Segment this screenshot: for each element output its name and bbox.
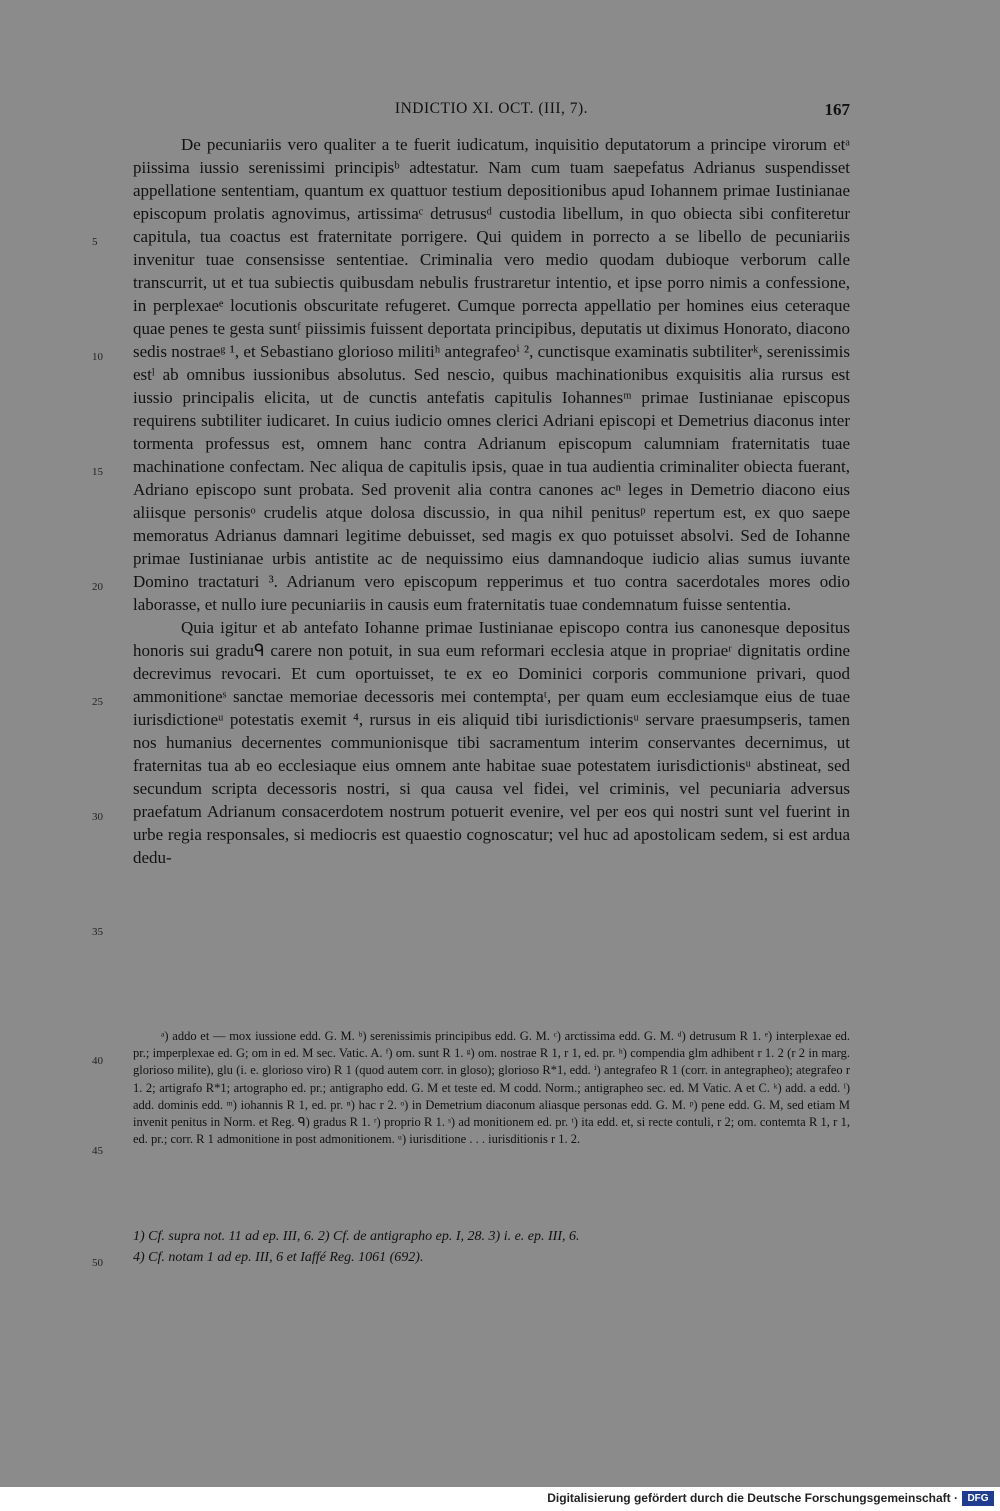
line-number: 15 [92,466,103,478]
footer-credit: Digitalisierung gefördert durch die Deutsche Forschungsgemeinschaft · [547,1491,958,1505]
dfg-logo: DFG [962,1491,994,1506]
line-number: 20 [92,581,103,593]
source-references [133,1226,850,1268]
critical-apparatus [133,1028,850,1148]
running-title: INDICTIO XI. OCT. (III, 7). [394,100,589,117]
page-header [133,100,850,124]
line-number: 30 [92,811,103,823]
page-number: 167 [824,100,850,119]
line-number: 10 [92,351,103,363]
apparatus-text: ᵃ) addo et — mox iussione edd. G. M. ᵇ) serenissimis principibus edd. G. M. ᶜ) arctissima edd. G. M. ᵈ) detrusum R 1. ᵉ) interplexae ed. pr.; imperplexae ed. G; om in ed. M sec. Vatic. A. ᶠ) om. sunt R 1. ᵍ) om. nostrae R 1, r 1, ed. pr. ʰ) compendia glm adhibent r 1. 2 (r 2 in marg. glorioso milite), glu (i. e. glorioso viro) R 1 (quod autem corr. in gloso); glorioso R*1, edd. ⁱ) antegrafeo R 1 (corr. in antegrapheo); ategrafeo r 1. 2; artigrafo R*1; artographo ed. pr.; antigrapho edd. G. M et teste ed. M codd. Norm.; antigrapheo sec. ed. M Vatic. A et C. ᵏ) add. a edd. ˡ) add. dominis edd. ᵐ) iohannis R 1, ed. pr. ⁿ) hac r 2. ᵒ) in Demetrium diaconum aliasque personas edd. G. M. ᵖ) pene edd. G. M, sed etiam M invenit penitus in Norm. et Reg. ᑫ) gradus R 1. ʳ) proprio R 1. ˢ) ad monitionem ed. pr. ᵗ) ita edd. et, si recte contuli, r 2; om. contemta R 1, r 1, ed. pr.; corr. R 1 admonitione in post admonitionem. ᵘ) iurisditione . . . iurisditionis r 1. 2. [133,1029,850,1147]
line-number: 35 [92,926,103,938]
digitization-footer [0,1487,1000,1511]
line-number: 50 [92,1257,103,1269]
line-number: 40 [92,1055,103,1067]
main-text [133,133,850,869]
paragraph: De pecuniariis vero qualiter a te fuerit iudicatum, inquisitio deputatorum a principe virorum etᵃ piissima iussio serenissimi principisᵇ adtestatur. Nam cum tuam saepefatus Adrianus suspendisset appellatione sententiam, quantum ex quattuor testium depositionibus apud Iohannem primae Iustinianae episcopum prolatis agnovimus, artissimaᶜ detrususᵈ custodia libellum, in quo obiecta sibi confiteretur capitula, tua coactus est fraternitate porrigere. Qui quidem in porrecto a se libello de pecuniariis invenitur tuae consensisse sententiae. Criminalia vero medio quodam dubioque verborum calle transcurrit, ut et tua subiectis quibusdam nebulis frustraretur intentio, et ipse porro nimis a confessione, in perplexaeᵉ locutionis obscuritate refugeret. Cumque porrecta appellatio per homines eius ceteraque quae penes te gesta suntᶠ piissimis fuissent deportata principibus, deputatis ut diximus Honorato, diacono sedis nostraeᵍ ¹, et Sebastiano glorioso militiʰ antegrafeoⁱ ², cunctisque examinatis subtiliterᵏ, serenissimis estˡ ab omnibus iussionibus absolutus. Sed nescio, quibus machinationibus exquisitis alia rursus est iussio principalis elicita, ut de cunctis antefatis capitulis Iohannesᵐ primae Iustinianae episcopus requirens subtiliter iudicaret. In cuius iudicio omnes clerici Adriani episcopi et Demetrius diaconus inter tormenta professus est, omnem hanc contra Adrianum episcopum calumniam fraternitatis tuae machinatione confectam. Nec aliqua de capitulis ipsis, quae in tua audientia criminaliter obiecta fuerant, Adriano episcopo sunt probata. Sed provenit alia contra canones acⁿ leges in Demetrio diacono eius aliisque personisᵒ crudelis atque dolosa discussio, in qua nihil penitusᵖ repertum est, ex quo saepe memoratus Adrianus damnari legitime debuisset, sed magis ex quo potuisset absolvi. Sed de Iohanne primae Iustinianae urbis antistite ac de nequissimo eius damnandoque iudicio alias sumus iuvante Domino tractaturi ³. Adrianum vero episcopum repperimus et tuo contra sacerdotales mores odio laborasse, et nullo iure pecuniariis in causis eum fraternitatis tuae condemnatum fuisse sententia. [133,135,850,614]
reference-line: 4) Cf. notam 1 ad ep. III, 6 et Iaffé Reg. 1061 (692). [133,1250,424,1265]
line-number: 25 [92,696,103,708]
paragraph: Quia igitur et ab antefato Iohanne primae Iustinianae episcopo contra ius canonesque depositus honoris sui graduᑫ carere non potuit, in sua eum reformari ecclesia atque in propriaeʳ dignitatis ordine decrevimus revocari. Et cum oportuisset, te ex eo Dominici corporis communione privari, quod ammonitioneˢ sanctae memoriae decessoris mei contemptaᵗ, per quam eum ecclesiamque eius de tuae iurisdictioneᵘ potestatis exemit ⁴, rursus in eis aliquid tibi iurisdictionisᵘ servare praesumpseris, tamen nos humanius decernentes communionisque tibi sacramentum interim conservantes decernimus, ut fraternitas tua ab eo ecclesiaque eius omnem ante habitae suae potestatem iurisdictionisᵘ abstineat, sed secundum scripta decessoris nostri, si qua causa vel fidei, vel criminis, vel pecuniaria adversus praefatum Adrianum consacerdotem nostrum potuerit evenire, vel per eos qui nostri sunt vel fuerint in urbe regia responsales, si mediocris est quaestio cognoscatur; vel huc ad apostolicam sedem, si est ardua dedu- [133,618,850,867]
line-number: 5 [92,236,98,248]
line-number: 45 [92,1145,103,1157]
reference-line: 1) Cf. supra not. 11 ad ep. III, 6. 2) Cf. de antigrapho ep. I, 28. 3) i. e. ep. III, 6. [133,1229,580,1244]
